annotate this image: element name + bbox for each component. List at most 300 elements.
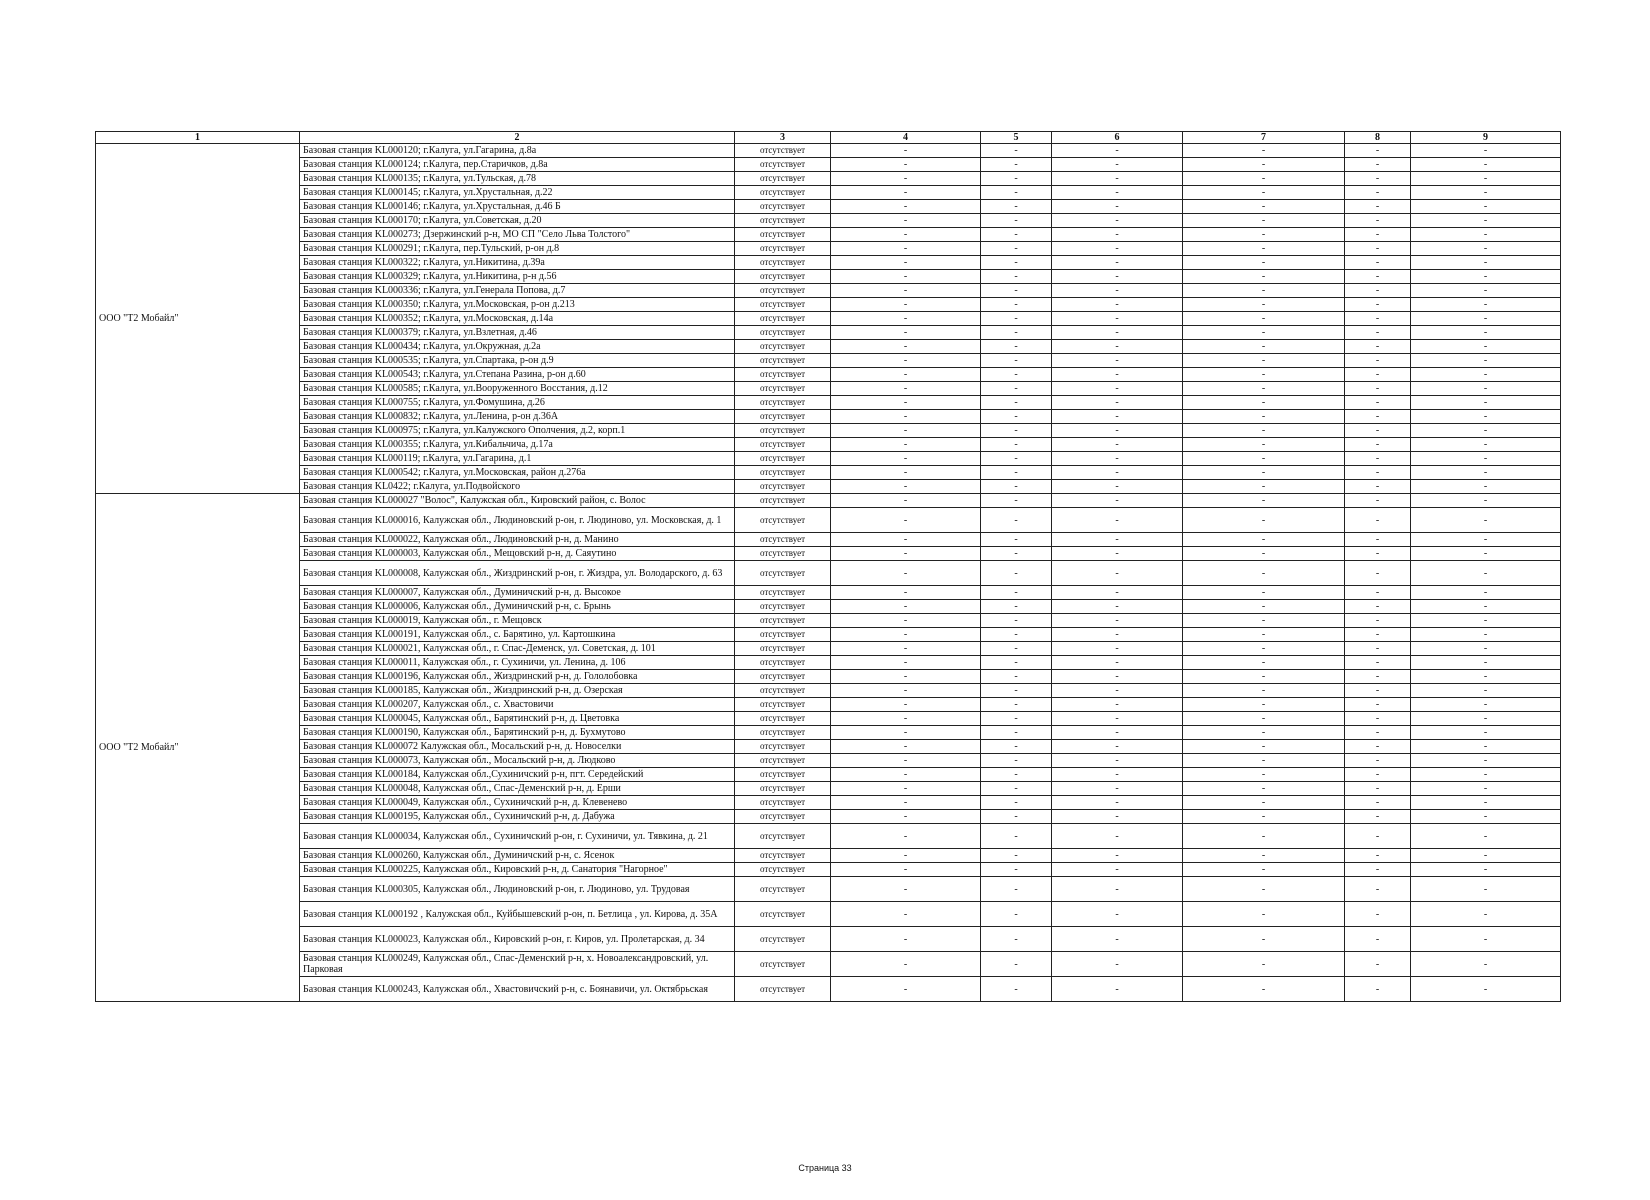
- cell-col-5: -: [981, 466, 1052, 480]
- cell-col-7: -: [1183, 586, 1345, 600]
- cell-col-8: -: [1345, 200, 1411, 214]
- station-status: отсутствует: [735, 824, 831, 849]
- cell-col-5: -: [981, 424, 1052, 438]
- cell-col-9: -: [1411, 438, 1561, 452]
- station-status: отсутствует: [735, 927, 831, 952]
- table-row: [96, 670, 1561, 684]
- cell-col-9: -: [1411, 684, 1561, 698]
- cell-col-8: -: [1345, 424, 1411, 438]
- cell-col-8: -: [1345, 977, 1411, 1002]
- cell-col-7: -: [1183, 242, 1345, 256]
- cell-col-7: -: [1183, 600, 1345, 614]
- cell-col-9: -: [1411, 494, 1561, 508]
- table-row: [96, 508, 1561, 533]
- column-header-9: 9: [1411, 132, 1561, 144]
- station-status: отсутствует: [735, 256, 831, 270]
- station-address: Базовая станция KL000170; г.Калуга, ул.Советская, д.20: [300, 214, 735, 228]
- cell-col-8: -: [1345, 214, 1411, 228]
- cell-col-9: -: [1411, 172, 1561, 186]
- table-row: [96, 438, 1561, 452]
- cell-col-5: -: [981, 877, 1052, 902]
- station-address: Базовая станция KL000011, Калужская обл., г. Сухиничи, ул. Ленина, д. 106: [300, 656, 735, 670]
- cell-col-4: -: [831, 698, 981, 712]
- cell-col-8: -: [1345, 642, 1411, 656]
- cell-col-4: -: [831, 452, 981, 466]
- cell-col-9: -: [1411, 642, 1561, 656]
- cell-col-7: -: [1183, 810, 1345, 824]
- cell-col-4: -: [831, 228, 981, 242]
- cell-col-4: -: [831, 849, 981, 863]
- cell-col-9: -: [1411, 670, 1561, 684]
- cell-col-7: -: [1183, 670, 1345, 684]
- cell-col-5: -: [981, 561, 1052, 586]
- station-status: отсутствует: [735, 977, 831, 1002]
- cell-col-4: -: [831, 214, 981, 228]
- station-address: Базовая станция KL000585; г.Калуга, ул.Вооруженного Восстания, д.12: [300, 382, 735, 396]
- cell-col-4: -: [831, 410, 981, 424]
- station-address: Базовая станция KL000434; г.Калуга, ул.Окружная, д.2а: [300, 340, 735, 354]
- table-row: [96, 586, 1561, 600]
- table-row: [96, 144, 1561, 158]
- table-row: [96, 158, 1561, 172]
- table-row: [96, 494, 1561, 508]
- cell-col-5: -: [981, 927, 1052, 952]
- cell-col-4: -: [831, 312, 981, 326]
- station-status: отсутствует: [735, 614, 831, 628]
- cell-col-4: -: [831, 977, 981, 1002]
- table-row: [96, 368, 1561, 382]
- cell-col-9: -: [1411, 340, 1561, 354]
- cell-col-5: -: [981, 158, 1052, 172]
- cell-col-8: -: [1345, 670, 1411, 684]
- cell-col-9: -: [1411, 849, 1561, 863]
- cell-col-6: -: [1052, 480, 1183, 494]
- station-address: Базовая станция KL000379; г.Калуга, ул.Взлетная, д.46: [300, 326, 735, 340]
- cell-col-7: -: [1183, 424, 1345, 438]
- cell-col-9: -: [1411, 600, 1561, 614]
- cell-col-9: -: [1411, 877, 1561, 902]
- station-status: отсутствует: [735, 561, 831, 586]
- cell-col-4: -: [831, 586, 981, 600]
- cell-col-8: -: [1345, 256, 1411, 270]
- table-row: [96, 340, 1561, 354]
- table-row: [96, 410, 1561, 424]
- station-status: отсутствует: [735, 340, 831, 354]
- cell-col-7: -: [1183, 824, 1345, 849]
- cell-col-8: -: [1345, 712, 1411, 726]
- cell-col-6: -: [1052, 726, 1183, 740]
- cell-col-8: -: [1345, 561, 1411, 586]
- cell-col-8: -: [1345, 656, 1411, 670]
- station-status: отсутствует: [735, 656, 831, 670]
- table-row: [96, 849, 1561, 863]
- cell-col-8: -: [1345, 768, 1411, 782]
- table-row: [96, 284, 1561, 298]
- table-row: [96, 561, 1561, 586]
- table-row: [96, 466, 1561, 480]
- cell-col-7: -: [1183, 452, 1345, 466]
- cell-col-6: -: [1052, 824, 1183, 849]
- cell-col-9: -: [1411, 628, 1561, 642]
- cell-col-7: -: [1183, 952, 1345, 977]
- station-address: Базовая станция KL000124; г.Калуга, пер.Старичков, д.8а: [300, 158, 735, 172]
- table-row: [96, 547, 1561, 561]
- cell-col-7: -: [1183, 284, 1345, 298]
- cell-col-6: -: [1052, 561, 1183, 586]
- station-address: Базовая станция KL000542; г.Калуга, ул.Московская, район д.276а: [300, 466, 735, 480]
- cell-col-5: -: [981, 952, 1052, 977]
- cell-col-5: -: [981, 684, 1052, 698]
- table-row: [96, 782, 1561, 796]
- cell-col-5: -: [981, 270, 1052, 284]
- cell-col-7: -: [1183, 642, 1345, 656]
- cell-col-8: -: [1345, 242, 1411, 256]
- station-address: Базовая станция KL000023, Калужская обл., Кировский р-он, г. Киров, ул. Пролетарская, д. 34: [300, 927, 735, 952]
- cell-col-9: -: [1411, 614, 1561, 628]
- cell-col-5: -: [981, 586, 1052, 600]
- table-row: [96, 256, 1561, 270]
- station-status: отсутствует: [735, 242, 831, 256]
- cell-col-8: -: [1345, 600, 1411, 614]
- cell-col-8: -: [1345, 354, 1411, 368]
- cell-col-8: -: [1345, 547, 1411, 561]
- cell-col-9: -: [1411, 768, 1561, 782]
- cell-col-4: -: [831, 158, 981, 172]
- table-row: [96, 698, 1561, 712]
- station-address: Базовая станция KL0422; г.Калуга, ул.Подвойского: [300, 480, 735, 494]
- cell-col-9: -: [1411, 158, 1561, 172]
- cell-col-6: -: [1052, 452, 1183, 466]
- cell-col-4: -: [831, 508, 981, 533]
- cell-col-4: -: [831, 270, 981, 284]
- cell-col-7: -: [1183, 977, 1345, 1002]
- station-status: отсутствует: [735, 684, 831, 698]
- cell-col-4: -: [831, 438, 981, 452]
- cell-col-4: -: [831, 877, 981, 902]
- cell-col-5: -: [981, 326, 1052, 340]
- station-status: отсутствует: [735, 726, 831, 740]
- table-row: [96, 396, 1561, 410]
- station-address: Базовая станция KL000185, Калужская обл., Жиздринский р-н, д. Озерская: [300, 684, 735, 698]
- cell-col-5: -: [981, 242, 1052, 256]
- station-address: Базовая станция KL000207, Калужская обл., с. Хвастовичи: [300, 698, 735, 712]
- table-row: [96, 228, 1561, 242]
- table-row: [96, 382, 1561, 396]
- table-row: [96, 214, 1561, 228]
- cell-col-9: -: [1411, 863, 1561, 877]
- cell-col-7: -: [1183, 466, 1345, 480]
- cell-col-9: -: [1411, 952, 1561, 977]
- cell-col-6: -: [1052, 368, 1183, 382]
- cell-col-4: -: [831, 547, 981, 561]
- cell-col-9: -: [1411, 740, 1561, 754]
- cell-col-6: -: [1052, 740, 1183, 754]
- table-row: [96, 326, 1561, 340]
- cell-col-7: -: [1183, 863, 1345, 877]
- cell-col-5: -: [981, 628, 1052, 642]
- cell-col-7: -: [1183, 533, 1345, 547]
- station-status: отсутствует: [735, 284, 831, 298]
- cell-col-9: -: [1411, 533, 1561, 547]
- cell-col-9: -: [1411, 186, 1561, 200]
- table-row: [96, 796, 1561, 810]
- cell-col-5: -: [981, 312, 1052, 326]
- cell-col-5: -: [981, 726, 1052, 740]
- cell-col-6: -: [1052, 977, 1183, 1002]
- station-address: Базовая станция KL000291; г.Калуга, пер.Тульский, р-он д.8: [300, 242, 735, 256]
- cell-col-5: -: [981, 740, 1052, 754]
- station-status: отсутствует: [735, 952, 831, 977]
- table-row: [96, 952, 1561, 977]
- station-status: отсутствует: [735, 424, 831, 438]
- cell-col-5: -: [981, 642, 1052, 656]
- cell-col-4: -: [831, 684, 981, 698]
- cell-col-6: -: [1052, 586, 1183, 600]
- cell-col-8: -: [1345, 508, 1411, 533]
- cell-col-5: -: [981, 600, 1052, 614]
- cell-col-6: -: [1052, 614, 1183, 628]
- cell-col-5: -: [981, 438, 1052, 452]
- column-header-4: 4: [831, 132, 981, 144]
- cell-col-5: -: [981, 824, 1052, 849]
- cell-col-6: -: [1052, 312, 1183, 326]
- cell-col-8: -: [1345, 782, 1411, 796]
- cell-col-9: -: [1411, 810, 1561, 824]
- station-status: отсутствует: [735, 452, 831, 466]
- cell-col-7: -: [1183, 228, 1345, 242]
- cell-col-8: -: [1345, 849, 1411, 863]
- cell-col-8: -: [1345, 228, 1411, 242]
- cell-col-9: -: [1411, 424, 1561, 438]
- cell-col-9: -: [1411, 586, 1561, 600]
- cell-col-6: -: [1052, 410, 1183, 424]
- column-header-2: 2: [300, 132, 735, 144]
- station-address: Базовая станция KL000146; г.Калуга, ул.Хрустальная, д.46 Б: [300, 200, 735, 214]
- cell-col-5: -: [981, 172, 1052, 186]
- cell-col-9: -: [1411, 200, 1561, 214]
- table-row: [96, 600, 1561, 614]
- cell-col-5: -: [981, 754, 1052, 768]
- station-status: отсутствует: [735, 382, 831, 396]
- station-status: отсутствует: [735, 698, 831, 712]
- cell-col-6: -: [1052, 424, 1183, 438]
- cell-col-7: -: [1183, 396, 1345, 410]
- cell-col-6: -: [1052, 466, 1183, 480]
- cell-col-9: -: [1411, 824, 1561, 849]
- cell-col-4: -: [831, 902, 981, 927]
- station-address: Базовая станция KL000755; г.Калуга, ул.Фомушина, д.26: [300, 396, 735, 410]
- page-number: Страница 33: [798, 1163, 852, 1173]
- cell-col-4: -: [831, 284, 981, 298]
- station-status: отсутствует: [735, 368, 831, 382]
- cell-col-5: -: [981, 656, 1052, 670]
- cell-col-5: -: [981, 849, 1052, 863]
- cell-col-8: -: [1345, 877, 1411, 902]
- station-address: Базовая станция KL000119; г.Калуга, ул.Гагарина, д.1: [300, 452, 735, 466]
- cell-col-8: -: [1345, 796, 1411, 810]
- column-header-7: 7: [1183, 132, 1345, 144]
- cell-col-8: -: [1345, 480, 1411, 494]
- cell-col-6: -: [1052, 508, 1183, 533]
- station-status: отсутствует: [735, 877, 831, 902]
- station-status: отсутствует: [735, 712, 831, 726]
- cell-col-6: -: [1052, 642, 1183, 656]
- cell-col-5: -: [981, 298, 1052, 312]
- cell-col-8: -: [1345, 754, 1411, 768]
- cell-col-6: -: [1052, 354, 1183, 368]
- cell-col-7: -: [1183, 547, 1345, 561]
- table-row: [96, 270, 1561, 284]
- station-status: отсутствует: [735, 228, 831, 242]
- cell-col-6: -: [1052, 172, 1183, 186]
- cell-col-6: -: [1052, 256, 1183, 270]
- table-row: [96, 810, 1561, 824]
- cell-col-5: -: [981, 863, 1052, 877]
- cell-col-6: -: [1052, 438, 1183, 452]
- cell-col-6: -: [1052, 902, 1183, 927]
- station-status: отсутствует: [735, 466, 831, 480]
- cell-col-8: -: [1345, 628, 1411, 642]
- cell-col-7: -: [1183, 684, 1345, 698]
- cell-col-5: -: [981, 810, 1052, 824]
- cell-col-7: -: [1183, 712, 1345, 726]
- station-address: Базовая станция KL000273; Дзержинский р-н, МО СП "Село Льва Толстого": [300, 228, 735, 242]
- cell-col-4: -: [831, 298, 981, 312]
- cell-col-7: -: [1183, 172, 1345, 186]
- cell-col-8: -: [1345, 684, 1411, 698]
- station-address: Базовая станция KL000975; г.Калуга, ул.Калужского Ополчения, д.2, корп.1: [300, 424, 735, 438]
- station-status: отсутствует: [735, 172, 831, 186]
- cell-col-7: -: [1183, 726, 1345, 740]
- cell-col-6: -: [1052, 298, 1183, 312]
- cell-col-9: -: [1411, 656, 1561, 670]
- station-status: отсутствует: [735, 642, 831, 656]
- cell-col-4: -: [831, 863, 981, 877]
- cell-col-8: -: [1345, 340, 1411, 354]
- cell-col-9: -: [1411, 410, 1561, 424]
- station-address: Базовая станция KL000191, Калужская обл., с. Барятино, ул. Картошкина: [300, 628, 735, 642]
- cell-col-9: -: [1411, 698, 1561, 712]
- cell-col-6: -: [1052, 158, 1183, 172]
- cell-col-4: -: [831, 796, 981, 810]
- cell-col-9: -: [1411, 466, 1561, 480]
- cell-col-6: -: [1052, 698, 1183, 712]
- cell-col-5: -: [981, 382, 1052, 396]
- station-status: отсутствует: [735, 270, 831, 284]
- cell-col-4: -: [831, 326, 981, 340]
- cell-col-5: -: [981, 712, 1052, 726]
- cell-col-8: -: [1345, 270, 1411, 284]
- cell-col-8: -: [1345, 533, 1411, 547]
- station-status: отсутствует: [735, 158, 831, 172]
- cell-col-7: -: [1183, 214, 1345, 228]
- cell-col-7: -: [1183, 561, 1345, 586]
- cell-col-7: -: [1183, 200, 1345, 214]
- table-row: [96, 533, 1561, 547]
- cell-col-8: -: [1345, 494, 1411, 508]
- cell-col-5: -: [981, 200, 1052, 214]
- station-status: отсутствует: [735, 480, 831, 494]
- station-status: отсутствует: [735, 754, 831, 768]
- cell-col-5: -: [981, 670, 1052, 684]
- cell-col-4: -: [831, 810, 981, 824]
- station-status: отсутствует: [735, 186, 831, 200]
- cell-col-7: -: [1183, 754, 1345, 768]
- cell-col-6: -: [1052, 952, 1183, 977]
- station-address: Базовая станция KL000350; г.Калуга, ул.Московская, р-он д.213: [300, 298, 735, 312]
- cell-col-6: -: [1052, 796, 1183, 810]
- station-address: Базовая станция KL000049, Калужская обл., Сухиничский р-н, д. Клевенево: [300, 796, 735, 810]
- cell-col-6: -: [1052, 494, 1183, 508]
- cell-col-5: -: [981, 547, 1052, 561]
- table-row: [96, 768, 1561, 782]
- table-row: [96, 200, 1561, 214]
- cell-col-6: -: [1052, 144, 1183, 158]
- cell-col-6: -: [1052, 849, 1183, 863]
- cell-col-5: -: [981, 214, 1052, 228]
- cell-col-8: -: [1345, 614, 1411, 628]
- table-row: [96, 712, 1561, 726]
- station-address: Базовая станция KL000045, Калужская обл., Барятинский р-н, д. Цветовка: [300, 712, 735, 726]
- cell-col-8: -: [1345, 586, 1411, 600]
- table-row: [96, 452, 1561, 466]
- cell-col-8: -: [1345, 396, 1411, 410]
- cell-col-4: -: [831, 242, 981, 256]
- cell-col-5: -: [981, 614, 1052, 628]
- cell-col-8: -: [1345, 740, 1411, 754]
- cell-col-8: -: [1345, 902, 1411, 927]
- station-status: отсутствует: [735, 796, 831, 810]
- cell-col-9: -: [1411, 508, 1561, 533]
- station-address: Базовая станция KL000543; г.Калуга, ул.Степана Разина, р-он д.60: [300, 368, 735, 382]
- cell-col-6: -: [1052, 712, 1183, 726]
- station-status: отсутствует: [735, 312, 831, 326]
- cell-col-6: -: [1052, 656, 1183, 670]
- table-row: [96, 628, 1561, 642]
- cell-col-6: -: [1052, 782, 1183, 796]
- cell-col-9: -: [1411, 256, 1561, 270]
- cell-col-8: -: [1345, 466, 1411, 480]
- column-header-6: 6: [1052, 132, 1183, 144]
- table-row: [96, 298, 1561, 312]
- cell-col-4: -: [831, 256, 981, 270]
- cell-col-9: -: [1411, 902, 1561, 927]
- cell-col-5: -: [981, 284, 1052, 298]
- cell-col-9: -: [1411, 368, 1561, 382]
- station-status: отсутствует: [735, 586, 831, 600]
- cell-col-7: -: [1183, 158, 1345, 172]
- cell-col-8: -: [1345, 438, 1411, 452]
- cell-col-9: -: [1411, 726, 1561, 740]
- cell-col-5: -: [981, 902, 1052, 927]
- cell-col-4: -: [831, 494, 981, 508]
- header-row: [96, 132, 1561, 144]
- table-row: [96, 186, 1561, 200]
- cell-col-6: -: [1052, 284, 1183, 298]
- station-address: Базовая станция KL000019, Калужская обл., г. Мещовск: [300, 614, 735, 628]
- station-address: Базовая станция KL000336; г.Калуга, ул.Генерала Попова, д.7: [300, 284, 735, 298]
- cell-col-9: -: [1411, 977, 1561, 1002]
- cell-col-9: -: [1411, 754, 1561, 768]
- table-row: [96, 642, 1561, 656]
- table-row: [96, 614, 1561, 628]
- operator-name: ООО "Т2 Мобайл": [96, 494, 300, 1002]
- station-address: Базовая станция KL000329; г.Калуга, ул.Никитина, р-н д.56: [300, 270, 735, 284]
- cell-col-7: -: [1183, 326, 1345, 340]
- cell-col-6: -: [1052, 340, 1183, 354]
- station-address: Базовая станция KL000184, Калужская обл.,Сухиничский р-н, пгт. Середейский: [300, 768, 735, 782]
- cell-col-5: -: [981, 410, 1052, 424]
